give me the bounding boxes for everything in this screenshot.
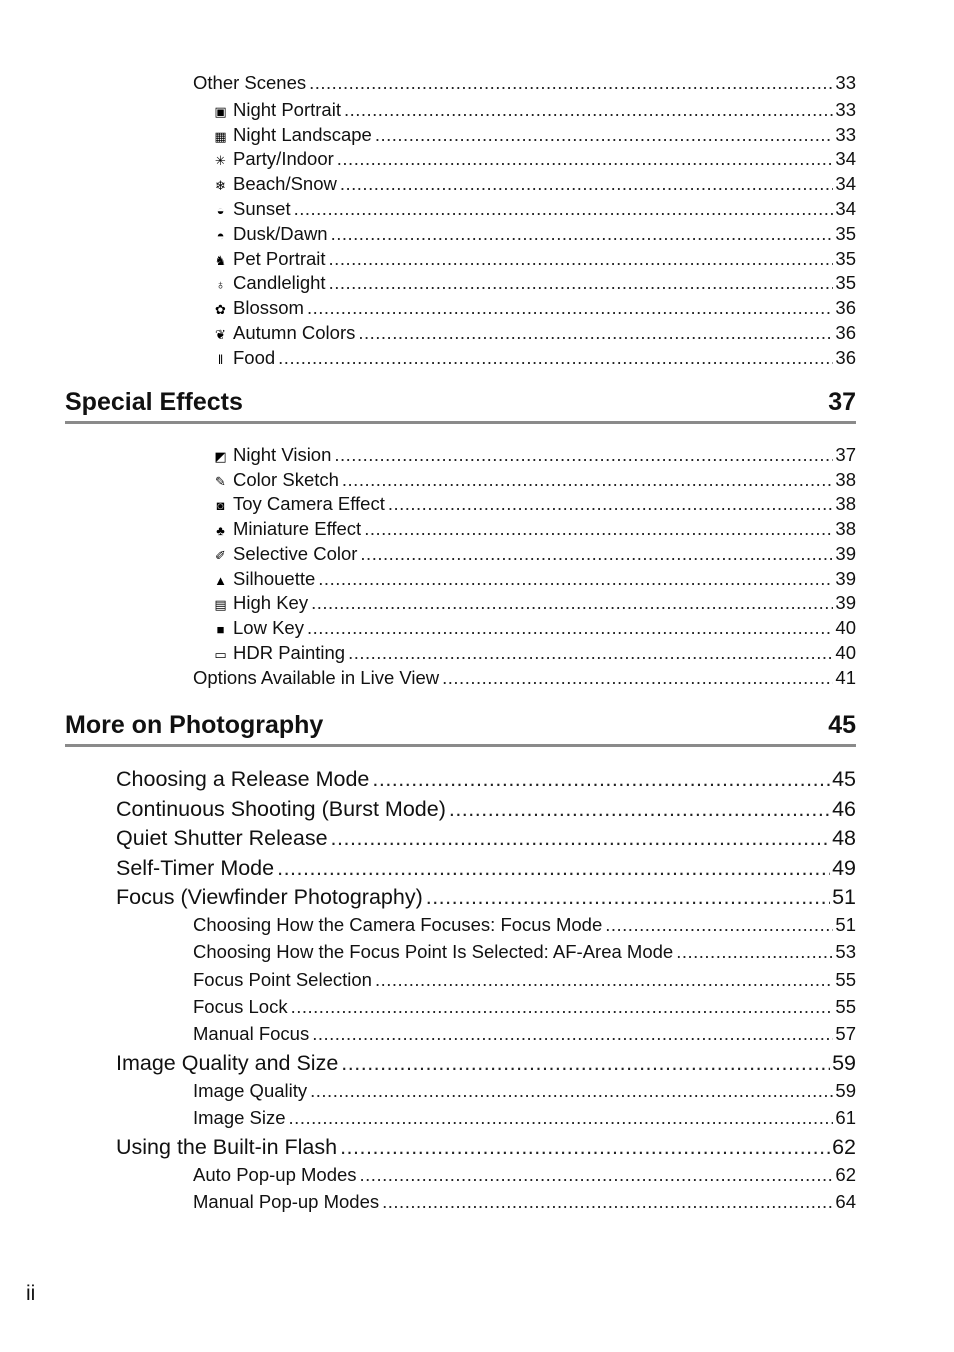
toc-entry-built-in-flash[interactable]: Using the Built-in Flash ..... 62 <box>116 1135 856 1160</box>
party-indoor-icon: ✳ <box>215 153 226 168</box>
toc-entry-image-size[interactable]: Image Size ..... 61 <box>193 1107 856 1129</box>
section-title: Special Effects <box>65 388 243 416</box>
toc-entry-silhouette[interactable]: ▲ Silhouette ..... 39 <box>212 568 856 590</box>
toc-entry-image-quality-size[interactable]: Image Quality and Size ..... 59 <box>116 1051 856 1076</box>
toc-entry-hdr-painting[interactable]: ▭ HDR Painting ..... 40 <box>212 642 856 664</box>
night-vision-icon: ◩ <box>214 449 227 464</box>
sunset-icon: ◒ <box>216 203 225 218</box>
high-key-icon: ▤ <box>214 597 227 612</box>
toc-entry-low-key[interactable]: ■ Low Key ..... 40 <box>212 617 856 639</box>
toc-entry-continuous-shooting[interactable]: Continuous Shooting (Burst Mode) ..... 46 <box>116 797 856 822</box>
section-heading-more-on-photography[interactable] <box>65 711 856 747</box>
toc-entry-autumn-colors[interactable]: ❦ Autumn Colors ..... 36 <box>212 322 856 344</box>
section-heading-special-effects[interactable] <box>65 388 856 424</box>
pet-portrait-icon: ♞ <box>214 253 227 268</box>
toc-entry-blossom[interactable]: ✿ Blossom ..... 36 <box>212 297 856 319</box>
toc-entry-options-live-view[interactable]: Options Available in Live View ..... 41 <box>193 667 856 689</box>
toc-entry-af-area-mode[interactable]: Choosing How the Focus Point Is Selected: AF-Area Mode ..... 53 <box>193 941 856 963</box>
toc-entry-candlelight[interactable]: ♁ Candlelight ..... 35 <box>212 272 856 294</box>
toc-entry-selective-color[interactable]: ✐ Selective Color ..... 39 <box>212 543 856 565</box>
toc-entry-toy-camera-effect[interactable]: ◙ Toy Camera Effect ..... 38 <box>212 493 856 515</box>
toc-entry-quiet-shutter[interactable]: Quiet Shutter Release ..... 48 <box>116 826 856 851</box>
autumn-colors-icon: ❦ <box>215 327 226 342</box>
toc-entry-night-vision[interactable]: ◩ Night Vision ..... 37 <box>212 444 856 466</box>
toy-camera-icon: ◙ <box>216 498 225 513</box>
low-key-icon: ■ <box>216 622 225 637</box>
selective-color-icon: ✐ <box>215 548 226 563</box>
section-page: 45 <box>828 711 856 739</box>
toc-entry-food[interactable]: ǁ Food ..... 36 <box>212 347 856 369</box>
toc-entry-focus-lock[interactable]: Focus Lock ..... 55 <box>193 996 856 1018</box>
toc-entry-pet-portrait[interactable]: ♞ Pet Portrait ..... 35 <box>212 248 856 270</box>
toc-entry-sunset[interactable]: ◒ Sunset ..... 34 <box>212 198 856 220</box>
miniature-effect-icon: ♣ <box>216 523 225 538</box>
toc-entry-party-indoor[interactable]: ✳ Party/Indoor ..... 34 <box>212 148 856 170</box>
toc-entry-image-quality[interactable]: Image Quality ..... 59 <box>193 1080 856 1102</box>
toc-entry-auto-popup[interactable]: Auto Pop-up Modes ..... 62 <box>193 1164 856 1186</box>
toc-entry-manual-popup[interactable]: Manual Pop-up Modes ..... 64 <box>193 1191 856 1213</box>
section-title: More on Photography <box>65 711 324 739</box>
toc-entry-miniature-effect[interactable]: ♣ Miniature Effect ..... 38 <box>212 518 856 540</box>
toc-entry-night-portrait[interactable]: ▣ Night Portrait ..... 33 <box>212 99 856 121</box>
dusk-dawn-icon: ◓ <box>216 228 225 243</box>
food-icon: ǁ <box>217 352 224 367</box>
night-portrait-icon: ▣ <box>214 104 227 119</box>
toc-entry-beach-snow[interactable]: ❄ Beach/Snow ..... 34 <box>212 173 856 195</box>
color-sketch-icon: ✎ <box>215 474 226 489</box>
toc-entry-other-scenes[interactable]: Other Scenes ..... 33 <box>193 72 856 94</box>
toc-entry-focus-mode[interactable]: Choosing How the Camera Focuses: Focus Mode ..... 51 <box>193 914 856 936</box>
toc-entry-high-key[interactable]: ▤ High Key ..... 39 <box>212 592 856 614</box>
toc-entry-color-sketch[interactable]: ✎ Color Sketch ..... 38 <box>212 469 856 491</box>
candlelight-icon: ♁ <box>215 277 226 292</box>
beach-snow-icon: ❄ <box>215 178 226 193</box>
night-landscape-icon: ▦ <box>214 129 227 144</box>
section-page: 37 <box>828 388 856 416</box>
toc-entry-dusk-dawn[interactable]: ◓ Dusk/Dawn ..... 35 <box>212 223 856 245</box>
toc-entry-focus[interactable]: Focus (Viewfinder Photography) ..... 51 <box>116 885 856 910</box>
silhouette-icon: ▲ <box>214 573 227 588</box>
toc-entry-focus-point-selection[interactable]: Focus Point Selection ..... 55 <box>193 969 856 991</box>
toc-entry-release-mode[interactable]: Choosing a Release Mode ..... 45 <box>116 767 856 792</box>
hdr-painting-icon: ▭ <box>214 647 227 662</box>
toc-entry-self-timer[interactable]: Self-Timer Mode ..... 49 <box>116 856 856 881</box>
blossom-icon: ✿ <box>215 302 226 317</box>
page-number: ii <box>26 1282 36 1305</box>
toc-entry-manual-focus[interactable]: Manual Focus ..... 57 <box>193 1023 856 1045</box>
toc-entry-night-landscape[interactable]: ▦ Night Landscape ..... 33 <box>212 124 856 146</box>
